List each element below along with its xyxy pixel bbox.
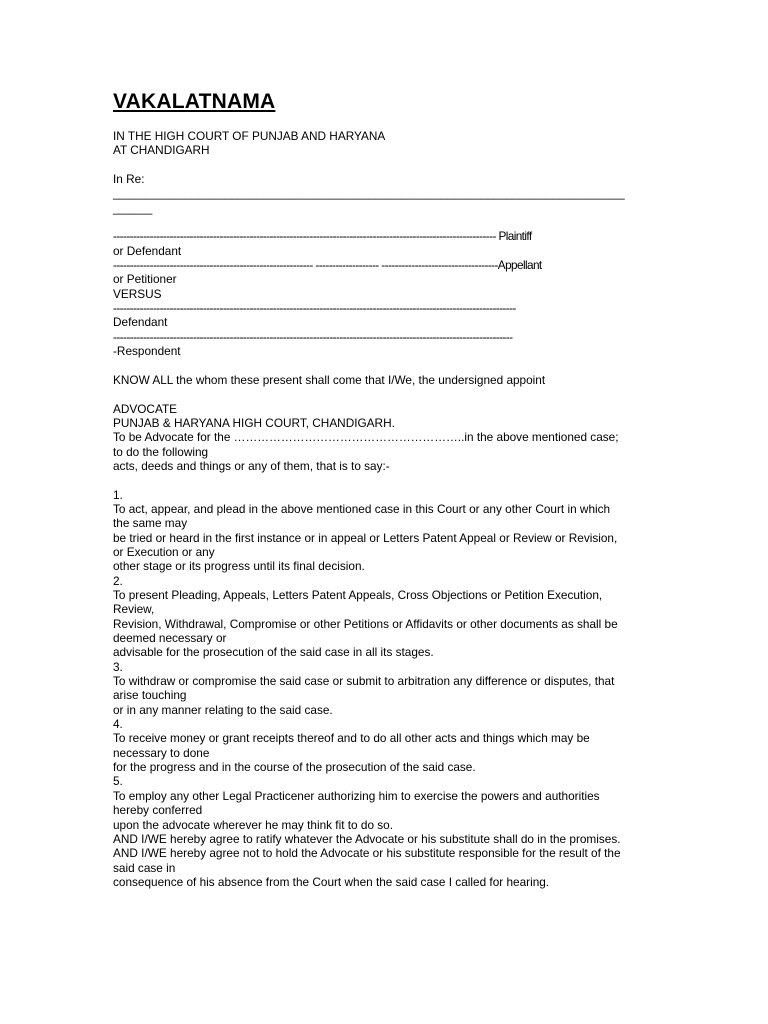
court-name-line-1: IN THE HIGH COURT OF PUNJAB AND HARYANA (113, 129, 386, 143)
in-re-label: In Re: (113, 172, 145, 187)
closing-line: AND I/WE hereby agree to ratify whatever the Advocate or his substitute shall do in the promises. (113, 831, 621, 846)
clause-text-line: To present Pleading, Appeals, Letters Patent Appeals, Cross Objections or Petition Execution, (113, 588, 603, 602)
clause-number: 5. (113, 774, 123, 789)
clause-number: 2. (113, 573, 123, 588)
respondent-label: -Respondent (113, 344, 181, 359)
clause-text-line: other stage or its progress until its final decision. (113, 559, 365, 574)
court-address: PUNJAB & HARYANA HIGH COURT, CHANDIGARH. (113, 415, 395, 430)
appellant-blank-line: ------------------------------------------------------------ ------------------- -----------------------------------Appellant (113, 258, 542, 273)
closing-paragraph (113, 832, 658, 889)
document-title: VAKALATNAMA (113, 90, 276, 113)
clause-text-line: arise touching (113, 688, 187, 703)
clause-text-line: To employ any other Legal Practicener authorizing him to exercise the powers and authorities (113, 788, 600, 803)
defendant-label: Defendant (113, 315, 168, 330)
case-title-underline-continued: ______ (113, 200, 153, 215)
clause-text-line: hereby conferred (113, 803, 203, 818)
know-all-paragraph: KNOW ALL the whom these present shall come that I/We, the undersigned appoint (113, 372, 546, 387)
plaintiff-blank-line: ------------------------------------------------------------------------------------------------------------------- Plaintiff (113, 229, 532, 244)
clause-text-line: To withdraw or compromise the said case or submit to arbitration any difference or disputes, that (113, 674, 615, 689)
blank-line (113, 387, 658, 401)
clause-text-line: the same may (113, 516, 188, 531)
clause-number: 4. (113, 717, 123, 732)
clause-text-line: deemed necessary or (113, 631, 227, 646)
clause-number: 1. (113, 487, 123, 502)
blank-line (113, 158, 658, 172)
appellant-or-petitioner-label: or Petitioner (113, 272, 177, 287)
clause-text-line: Review, (113, 602, 155, 617)
advocate-heading: ADVOCATE (113, 401, 178, 416)
blank-line (113, 473, 658, 487)
blank-line (113, 359, 658, 373)
clause-number: 3. (113, 659, 123, 674)
plaintiff-or-defendant-label: or Defendant (113, 243, 182, 258)
versus-label: VERSUS (113, 286, 162, 301)
clause-text-line: advisable for the prosecution of the said case in all its stages. (113, 645, 434, 660)
clause-text-line: be tried or heard in the first instance or in appeal or Letters Patent Appeal or Review or Revision, (113, 530, 618, 545)
to-be-advocate-line-1: To be Advocate for the …………………………………………………..in the above mentioned case; (113, 430, 619, 445)
blank-line (113, 215, 658, 229)
clause-text-line: or Execution or any (113, 544, 215, 559)
to-be-advocate-line-2: to do the following (113, 444, 209, 459)
clause-text-line: Revision, Withdrawal, Compromise or other Petitions or Affidavits or other documents as shall be (113, 616, 618, 631)
closing-line: consequence of his absence from the Court when the said case I called for hearing. (113, 874, 550, 889)
clause-text-line: necessary to done (113, 745, 210, 760)
clause-text-line: upon the advocate wherever he may think fit to do so. (113, 817, 394, 832)
clause-text-line: To receive money or grant receipts thereof and to do all other acts and things which may be (113, 731, 590, 746)
clause-text-line: for the progress and in the course of the prosecution of the said case. (113, 760, 476, 775)
respondent-blank-line: ------------------------------------------------------------------------------------------------------------------------ (113, 329, 513, 344)
closing-line: said case in (113, 860, 176, 875)
clause-text-line: or in any manner relating to the said case. (113, 702, 333, 717)
court-name-line-2: AT CHANDIGARH (113, 143, 210, 158)
document-body (113, 129, 658, 889)
clause-list (113, 488, 658, 832)
closing-line: AND I/WE hereby agree not to hold the Advocate or his substitute responsible for the result of the (113, 846, 621, 861)
clause-text-line: To act, appear, and plead in the above mentioned case in this Court or any other Court in which (113, 501, 611, 516)
case-title-underline: ______________________________________________________________________________ (113, 186, 625, 201)
defendant-blank-line: ------------------------------------------------------------------------------------------------------------------------- (113, 301, 516, 316)
to-be-advocate-line-3: acts, deeds and things or any of them, that is to say:- (113, 458, 390, 473)
